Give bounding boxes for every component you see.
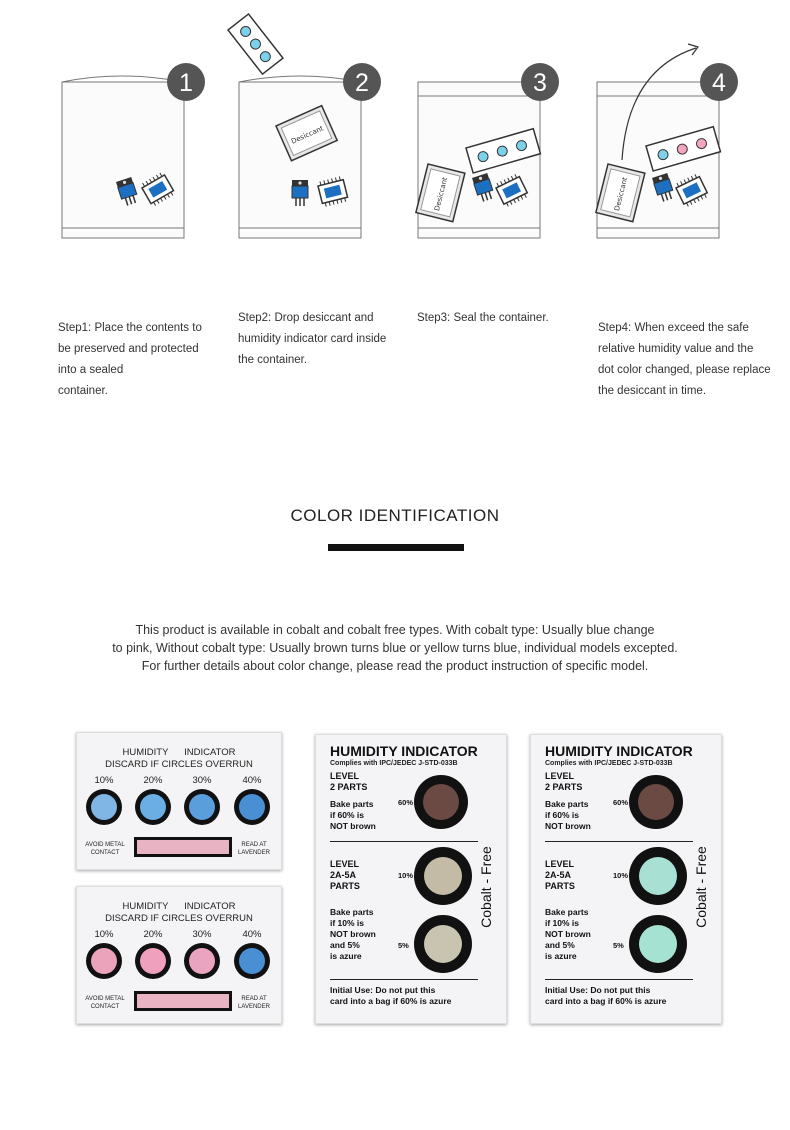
bake-line: if 10% is	[330, 918, 365, 928]
note-line: LAVENDER	[238, 850, 270, 856]
humidity-dot	[184, 943, 220, 979]
step-4-line: Step4: When exceed the safe	[598, 322, 749, 334]
humidity-dot	[135, 789, 171, 825]
note-line: CONTACT	[90, 850, 120, 856]
pct-label: 10%	[94, 929, 114, 940]
separator-line	[330, 841, 478, 842]
step-3-line: Step3: Seal the container.	[417, 312, 549, 324]
bake-line: and 5%	[545, 940, 575, 950]
footer-note	[330, 985, 451, 1007]
humidity-dot	[629, 775, 683, 829]
pct-label: 30%	[192, 929, 212, 940]
level-line: 2A-5A	[545, 870, 572, 880]
card-title: HUMIDITY INDICATOR	[330, 743, 478, 759]
humidity-dot	[234, 789, 270, 825]
step-1-line: Step1: Place the contents to	[58, 322, 202, 334]
card-subtitle: Complies with IPC/JEDEC J-STD-033B	[330, 760, 458, 767]
separator-line	[545, 979, 693, 980]
humidity-dot	[414, 915, 472, 973]
pct-label: 10%	[398, 871, 414, 880]
note-line: AVOID METAL	[85, 842, 125, 848]
level-line: LEVEL	[545, 771, 575, 781]
humidity-dot	[86, 789, 122, 825]
steps-illustration	[0, 0, 790, 250]
bake-line: NOT brown	[545, 821, 591, 831]
description-line: This product is available in cobalt and cobalt free types. With cobalt type: Usually blue change	[135, 623, 655, 637]
note-avoid-metal	[78, 841, 132, 857]
humidity-dot	[234, 943, 270, 979]
indicator-card-cobalt-pink	[76, 886, 282, 1024]
card-title: HUMIDITY INDICATOR	[122, 747, 236, 758]
humidity-dot	[629, 847, 687, 905]
description-line: For further details about color change, please read the product instruction of specific model.	[141, 659, 649, 673]
bag-2	[228, 14, 361, 238]
pct-label: 60%	[613, 798, 629, 807]
pct-label: 5%	[398, 941, 409, 950]
desiccant-label-4: Desiccant	[613, 176, 630, 212]
step-1-line: be preserved and protected	[58, 343, 199, 355]
note-line: AVOID METAL	[85, 996, 125, 1002]
note-line: READ AT	[241, 842, 267, 848]
note-read-at	[227, 995, 281, 1011]
humidity-dot	[86, 943, 122, 979]
lavender-strip	[134, 837, 232, 857]
pct-label: 20%	[143, 775, 163, 786]
step-4-line: dot color changed, please replace	[598, 364, 771, 376]
bake-line: NOT brown	[330, 821, 376, 831]
level-1-label	[545, 771, 582, 793]
step-1-text	[58, 318, 202, 402]
step-number-3: 3	[533, 69, 547, 97]
note-line: LAVENDER	[238, 1004, 270, 1010]
step-2-line: humidity indicator card inside	[238, 333, 387, 345]
separator-line	[545, 841, 693, 842]
desiccant-label: Desiccant	[290, 124, 325, 146]
level-2-label	[330, 859, 360, 892]
level-2-label	[545, 859, 575, 892]
section-title: COLOR IDENTIFICATION	[290, 506, 500, 525]
note-avoid-metal	[78, 995, 132, 1011]
note-line: READ AT	[241, 996, 267, 1002]
card-subtitle: DISCARD IF CIRCLES OVERRUN	[105, 913, 253, 924]
level-line: PARTS	[330, 881, 360, 891]
desiccant-label-3: Desiccant	[433, 176, 450, 212]
bake-line: if 60% is	[330, 810, 365, 820]
humidity-dot	[135, 943, 171, 979]
bag-3	[416, 82, 541, 238]
level-line: LEVEL	[330, 771, 360, 781]
footer-line: card into a bag if 60% is azure	[330, 996, 452, 1006]
bake-1-label	[330, 799, 376, 832]
step-number-4: 4	[712, 69, 726, 97]
footer-line: Initial Use: Do not put this	[330, 985, 436, 995]
humidity-dot	[414, 775, 468, 829]
level-line: LEVEL	[330, 859, 360, 869]
step-3-text	[417, 308, 549, 329]
bake-line: Bake parts	[330, 907, 374, 917]
bake-line: and 5%	[330, 940, 360, 950]
note-read-at	[227, 841, 281, 857]
level-line: 2 PARTS	[545, 782, 583, 792]
bake-line: Bake parts	[545, 907, 589, 917]
card-subtitle: Complies with IPC/JEDEC J-STD-033B	[545, 760, 673, 767]
section-description	[0, 621, 790, 675]
bake-line: is azure	[545, 951, 577, 961]
step-2-line: the container.	[238, 354, 308, 366]
cobalt-free-label	[693, 827, 709, 947]
indicator-card-cobalt-blue	[76, 732, 282, 870]
side-text: Cobalt - Free	[478, 846, 494, 928]
humidity-dot	[629, 915, 687, 973]
bake-line: Bake parts	[330, 799, 374, 809]
side-text: Cobalt - Free	[693, 846, 709, 928]
card-subtitle: DISCARD IF CIRCLES OVERRUN	[105, 759, 253, 770]
humidity-dot	[184, 789, 220, 825]
bake-line: NOT brown	[545, 929, 591, 939]
step-4-line: relative humidity value and the	[598, 343, 754, 355]
step-2-text	[238, 308, 386, 371]
pct-label: 60%	[398, 798, 414, 807]
bake-line: if 60% is	[545, 810, 580, 820]
bake-1-label	[545, 799, 591, 832]
step-2-line: Step2: Drop desiccant and	[238, 312, 374, 324]
pct-label: 40%	[242, 775, 262, 786]
footer-note	[545, 985, 666, 1007]
bake-line: NOT brown	[330, 929, 376, 939]
step-number-1: 1	[179, 69, 193, 97]
separator-line	[330, 979, 478, 980]
card-title: HUMIDITY INDICATOR	[545, 743, 693, 759]
level-line: 2 PARTS	[330, 782, 368, 792]
bake-2-label	[545, 907, 591, 962]
cobalt-free-label	[478, 827, 494, 947]
description-line: to pink, Without cobalt type: Usually brown turns blue or yellow turns blue, individual models excepted.	[112, 641, 678, 655]
lavender-strip	[134, 991, 232, 1011]
step-number-2: 2	[355, 69, 369, 97]
pct-label: 10%	[613, 871, 629, 880]
bake-line: Bake parts	[545, 799, 589, 809]
level-line: 2A-5A	[330, 870, 357, 880]
pct-label: 30%	[192, 775, 212, 786]
humidity-dot	[414, 847, 472, 905]
footer-line: Initial Use: Do not put this	[545, 985, 651, 995]
pct-label: 5%	[613, 941, 624, 950]
pct-label: 10%	[94, 775, 114, 786]
pct-label: 40%	[242, 929, 262, 940]
bake-line: is azure	[330, 951, 362, 961]
pct-label: 20%	[143, 929, 163, 940]
bake-2-label	[330, 907, 376, 962]
indicator-card-cobalt-free-azure	[530, 734, 722, 1024]
level-line: PARTS	[545, 881, 575, 891]
bag-4	[596, 44, 721, 238]
bake-line: if 10% is	[545, 918, 580, 928]
step-1-line: into a sealed	[58, 364, 124, 376]
level-line: LEVEL	[545, 859, 575, 869]
card-title: HUMIDITY INDICATOR	[122, 901, 236, 912]
footer-line: card into a bag if 60% is azure	[545, 996, 667, 1006]
step-1-line: container.	[58, 385, 108, 397]
step-4-line: the desiccant in time.	[598, 385, 707, 397]
section-divider	[328, 544, 464, 551]
indicator-card-cobalt-free-brown	[315, 734, 507, 1024]
level-1-label	[330, 771, 367, 793]
note-line: CONTACT	[90, 1004, 120, 1010]
step-4-text	[598, 318, 771, 402]
bag-1	[62, 76, 184, 238]
